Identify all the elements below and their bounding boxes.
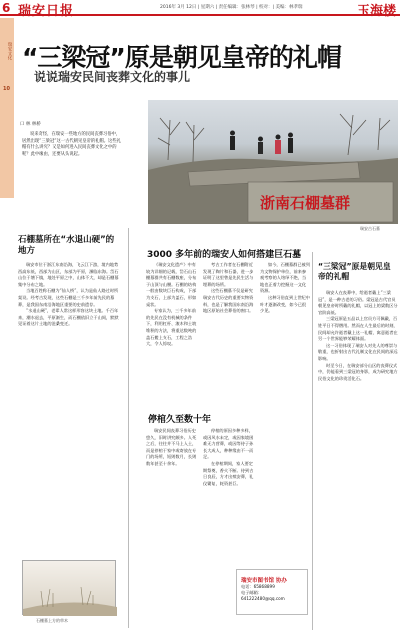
section-strip [0, 18, 14, 198]
article-column [203, 428, 255, 563]
column-divider [128, 228, 129, 628]
article-paragraph: 专家认为，三千多年前的先民在没有机械的条件下，利用杠杆、滚木和土坡堆积的方法，将重达数吨的盖石搬上支石，工程之浩大，令人惊叹。 [146, 308, 197, 347]
contact-phone: 电话：65868899 [241, 584, 275, 589]
grass-illustration [23, 561, 117, 616]
section-title: 玉海楼 [356, 4, 396, 19]
page-number: 6 [2, 1, 11, 15]
column-divider [312, 252, 313, 630]
contact-email: 电子邮箱：641222480@qq.com [241, 590, 285, 601]
stone-inscription: 浙南石棚墓群 [260, 194, 351, 212]
photo-caption: 瑞安古石墓 [360, 226, 380, 231]
article-paragraph: 这一习俗体现了瑞安人对先人的尊崇与敬重，也折射出古代礼制文化在民间的深远影响。 [318, 342, 398, 361]
headline: “三梁冠”原是朝见皇帝的礼帽 [22, 43, 341, 72]
article-paragraph: 在停棺期间，家人要定期祭奠，香火不断。待到吉日良辰，方才出殡安葬，礼仪繁复，耗资甚巨。 [203, 460, 254, 486]
right-article [318, 290, 398, 628]
article-paragraph: 瑞安民间丧葬习俗历史悠久，旧时讲究颇多。人死之后，往往并不马上入土，而是停棺于家中或寄放在专门的场所，短则数月，长则数年甚至十余年。 [146, 428, 197, 466]
article-paragraph: 停棺的原因多种多样，或因风水未定，或因家境困难无力营葬，或因等待子孙长大成人，种种缘由不一而足。 [203, 428, 254, 460]
contact-box [236, 569, 308, 615]
sidebar-paragraph: 瑞安市位于浙江东南沿海，飞云江下游，境内地势西高东低，西部为山区，东部为平原，濒临东海。岱石山位于塘下镇，地处平原之中，山体不大，却是石棚墓集中分布之地。 [18, 262, 119, 287]
photo-illustration [148, 100, 398, 224]
article-paragraph: 《瑞安文化遗产》中有较为详细的记载，岱石山石棚墓群共有石棚数座，分布于山顶与山腰。石棚的结构一般由数块巨石构成，下部为支石，上部为盖石，形如桌状。 [146, 262, 197, 307]
right-column-title: “三梁冠”原是朝见皇帝的礼帽 [318, 262, 391, 281]
byline: 口 林 林桥 [20, 122, 41, 127]
article-column [260, 262, 310, 552]
contact-title: 瑞安市图书馆 协办 [241, 578, 287, 584]
sidebar-paragraph: 当地百姓称石棚为“仙人桥”，认为是仙人路过时所架设。经考古发现，这些石棚是三千多年前先民的墓葬，是我国东南沿海地区重要的史前遗存。 [18, 288, 119, 307]
lead-paragraph: 说来奇怪，在瑞安一些地方的民间丧葬习俗中，居然出现“三梁冠”这一古代朝见皇帝的礼帽。这些礼帽有什么讲究？又是如何进入民间丧葬文化之中的呢？此中缘由，还要从头说起。 [22, 132, 121, 157]
section-heading: 停棺久至数十年 [148, 415, 212, 425]
masthead [0, 0, 400, 19]
article-paragraph: 这些石棚墓不仅是研究瑞安古代历史的重要实物资料，也是了解我国东南沿海地区原始社会葬俗的窗口。 [203, 288, 254, 314]
article-paragraph: 如今，石棚墓群已被列为文物保护单位，前来参观考察的人络绎不绝，当地也正着力挖掘这一文化资源。 [260, 262, 310, 294]
visitors-icon [230, 131, 293, 155]
subheadline: 说说瑞安民间丧葬文化的事儿 [34, 70, 191, 84]
article-paragraph: 时至今日，在瑞安部分山区的丧葬仪式中，仍能看到三梁冠的身影，成为研究地方民俗文化的珍贵活化石。 [318, 362, 398, 381]
sidebar-title: 石棚墓所在“水退山硬”的地方 [18, 235, 115, 256]
article-paragraph: 考古工作者在石棚附近发现了陶片和石器，进一步证明了这里曾是先民生活与埋葬的场所。 [203, 262, 254, 287]
newspaper-logo: 瑞安日报 [18, 4, 75, 19]
grass-inset-photo [22, 560, 116, 615]
article-column [146, 262, 198, 407]
section-heading: 3000 多年前的瑞安人如何搭建巨石墓 [147, 250, 302, 260]
sidebar-article [18, 262, 122, 554]
article-column [146, 428, 198, 563]
article-column [203, 262, 255, 407]
strip-number: 10 [3, 86, 10, 92]
article-paragraph: 三梁冠原是五品以上官员方可佩戴，百姓平日不得僭用。然而在人生最后的时刻，民间却允许逝者戴上这一礼帽，寓意逝者在另一个世界能够荣耀体面。 [318, 316, 398, 342]
strip-label: 瑞安文化 [7, 42, 12, 60]
dateline: 2016年 3月 12日 | 星期六 | 责任编辑：张林琴 | 校对：| 美编：林孝瑞 [160, 5, 303, 10]
sidebar-paragraph: “水退山硬”，老辈人常这样形容这块土地。千百年来，潮水退去，平原渐生，而石棚依旧立于山间，默默见证着这片土地的沧桑变迁。 [18, 308, 119, 327]
stone-monument-photo [148, 100, 398, 224]
article-paragraph: 这种习俗直到上世纪中叶才逐渐改变，如今已很少见。 [260, 294, 310, 314]
inset-caption: 石棚墓上方的草木 [36, 618, 68, 623]
article-paragraph: 瑞安人在丧葬中，给逝者戴上“三梁冠”，是一种古老的习俗。梁冠是古代官员朝见皇帝时所戴的礼帽，以冠上的梁数区分官阶高低。 [318, 290, 398, 315]
trees-icon [158, 114, 390, 162]
